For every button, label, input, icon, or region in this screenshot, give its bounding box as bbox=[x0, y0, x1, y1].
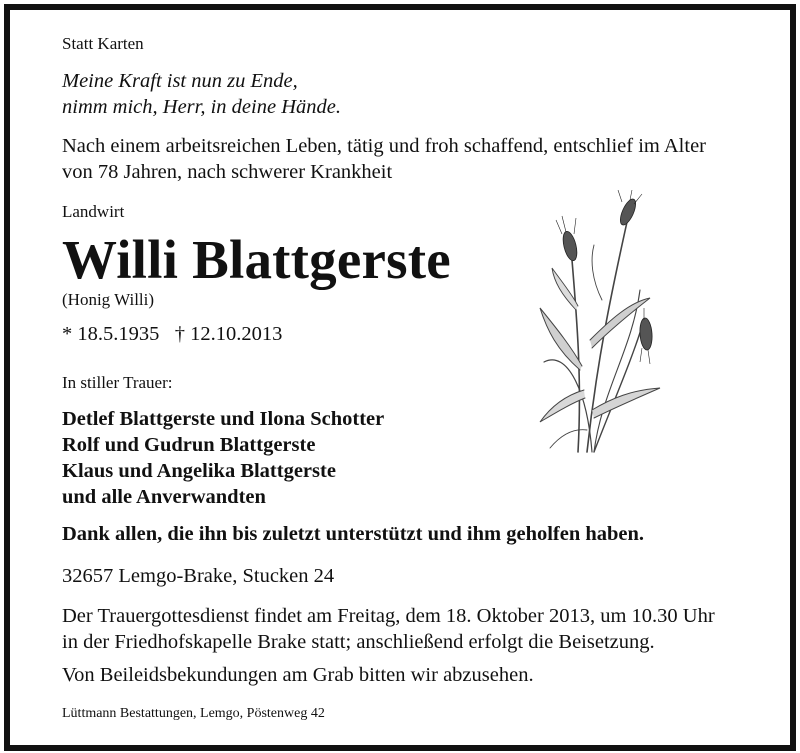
mourner-name: Klaus und Angelika Blattgerste bbox=[62, 460, 336, 482]
occupation: Landwirt bbox=[62, 202, 125, 221]
mourner-name: und alle Anverwandten bbox=[62, 486, 266, 508]
family-address: 32657 Lemgo-Brake, Stucken 24 bbox=[62, 565, 335, 587]
wheat-icon bbox=[532, 190, 672, 460]
statt-karten-label: Statt Karten bbox=[62, 34, 144, 53]
mourner-name: Rolf und Gudrun Blattgerste bbox=[62, 434, 316, 456]
service-line-1: Der Trauergottesdienst findet am Freitag, dem 18. Oktober 2013, um 10.30 Uhr bbox=[62, 605, 715, 627]
undertaker-footer: Lüttmann Bestattungen, Lemgo, Pöstenweg 42 bbox=[62, 706, 325, 721]
intro-line-1: Nach einem arbeitsreichen Leben, tätig und froh schaffend, entschlief im Alter bbox=[62, 135, 706, 157]
life-dates: * 18.5.1935 † 12.10.2013 bbox=[62, 323, 283, 345]
verse-line-2: nimm mich, Herr, in deine Hände. bbox=[62, 96, 341, 118]
service-line-2: in der Friedhofskapelle Brake statt; anschließend erfolgt die Beisetzung. bbox=[62, 631, 655, 653]
deceased-name: Willi Blattgerste bbox=[62, 229, 451, 290]
mourners-heading: In stiller Trauer: bbox=[62, 373, 173, 392]
verse-line-1: Meine Kraft ist nun zu Ende, bbox=[62, 70, 298, 92]
thanks-text: Dank allen, die ihn bis zuletzt unterstützt und ihm geholfen haben. bbox=[62, 523, 645, 545]
nickname: (Honig Willi) bbox=[62, 290, 155, 309]
intro-line-2: von 78 Jahren, nach schwerer Krankheit bbox=[62, 161, 393, 183]
condolence-note: Von Beileidsbekundungen am Grab bitten wir abzusehen. bbox=[62, 664, 534, 686]
mourner-name: Detlef Blattgerste und Ilona Schotter bbox=[62, 408, 385, 430]
